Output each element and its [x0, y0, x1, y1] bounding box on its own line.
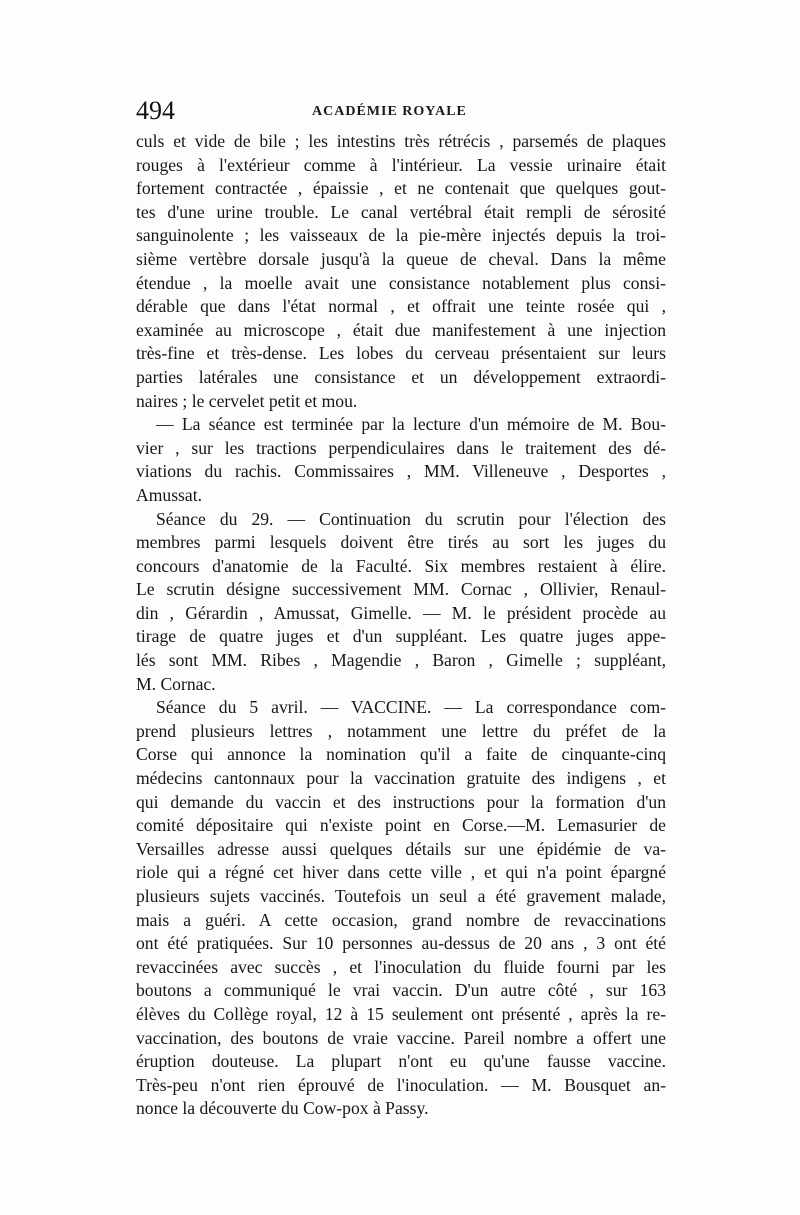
text-line: din , Gérardin , Amussat, Gimelle. — M. le président procède au: [136, 602, 666, 623]
text-line: éruption douteuse. La plupart n'ont eu qu'une fausse vaccine.: [136, 1051, 666, 1072]
text-line: lés sont MM. Ribes , Magendie , Baron , Gimelle ; suppléant,: [136, 650, 666, 671]
text-line: mais a guéri. A cette occasion, grand nombre de revaccinations: [136, 909, 666, 930]
text-line: Versailles adresse aussi quelques détails sur une épidémie de va-: [136, 838, 666, 859]
text-line: naires ; le cervelet petit et mou.: [136, 390, 358, 411]
text-line: boutons a communiqué le vrai vaccin. D'un autre côté , sur 163: [136, 980, 666, 1001]
text-line: comité dépositaire qui n'existe point en Corse.—M. Lemasurier de: [136, 815, 666, 836]
text-line: ont été pratiquées. Sur 10 personnes au-dessus de 20 ans , 3 ont été: [136, 933, 666, 954]
text-line: revaccinées avec succès , et l'inoculation du fluide fourni par les: [136, 956, 666, 977]
text-line: Corse qui annonce la nomination qu'il a faite de cinquante-cinq: [136, 744, 666, 765]
running-title: ACADÉMIE ROYALE: [312, 104, 467, 119]
text-line: examinée au microscope , était due manifestement à une injection: [136, 319, 666, 340]
text-line: nonce la découverte du Cow-pox à Passy.: [136, 1098, 429, 1119]
text-line: Amussat.: [136, 484, 202, 505]
text-line: parties latérales une consistance et un développement extraordi-: [136, 366, 666, 387]
text-line: membres parmi lesquels doivent être tirés au sort les juges du: [136, 532, 666, 553]
text-line: très-fine et très-dense. Les lobes du cerveau présentaient sur leurs: [136, 343, 666, 364]
text-line: vier , sur les tractions perpendiculaires dans le traitement des dé-: [136, 437, 666, 458]
page-header: [136, 96, 666, 126]
text-line: dérable que dans l'état normal , et offrait une teinte rosée qui ,: [136, 296, 666, 317]
text-line: élèves du Collège royal, 12 à 15 seulement ont présenté , après la re-: [136, 1003, 666, 1024]
text-line: culs et vide de bile ; les intestins très rétrécis , parsemés de plaques: [136, 131, 666, 151]
page-number: 494: [136, 96, 175, 125]
text-line: rouges à l'extérieur comme à l'intérieur. La vessie urinaire était: [136, 154, 666, 175]
text-line: Séance du 5 avril. — VACCINE. — La correspondance com-: [156, 697, 666, 718]
text-line: Séance du 29. — Continuation du scrutin pour l'élection des: [156, 508, 666, 529]
text-line: concours d'anatomie de la Faculté. Six membres restaient à élire.: [136, 555, 666, 576]
text-line: — La séance est terminée par la lecture d'un mémoire de M. Bou-: [156, 414, 666, 435]
text-line: prend plusieurs lettres , notamment une lettre du préfet de la: [136, 720, 666, 741]
text-line: Très-peu n'ont rien éprouvé de l'inoculation. — M. Bousquet an-: [136, 1074, 666, 1095]
text-line: sanguinolente ; les vaisseaux de la pie-mère injectés depuis la troi-: [136, 225, 666, 246]
page-body: [136, 130, 666, 1121]
text-line: tirage de quatre juges et d'un suppléant. Les quatre juges appe-: [136, 626, 666, 647]
text-line: médecins cantonnaux pour la vaccination gratuite des indigens , et: [136, 768, 666, 789]
text-line: riole qui a régné cet hiver dans cette ville , et qui n'a point épargné: [136, 862, 666, 883]
text-line: tes d'une urine trouble. Le canal vertébral était rempli de sérosité: [136, 201, 666, 222]
text-line: sième vertèbre dorsale jusqu'à la queue de cheval. Dans la même: [136, 248, 666, 269]
text-line: qui demande du vaccin et des instructions pour la formation d'un: [136, 791, 666, 812]
text-line: Le scrutin désigne successivement MM. Cornac , Ollivier, Renaul-: [136, 579, 666, 600]
text-line: étendue , la moelle avait une consistance notablement plus consi-: [136, 272, 666, 293]
text-line: M. Cornac.: [136, 673, 216, 694]
text-line: vaccination, des boutons de vraie vaccine. Pareil nombre a offert une: [136, 1027, 666, 1048]
text-line: fortement contractée , épaissie , et ne contenait que quelques gout-: [136, 178, 666, 199]
text-line: viations du rachis. Commissaires , MM. Villeneuve , Desportes ,: [136, 461, 666, 482]
text-line: plusieurs sujets vaccinés. Toutefois un seul a été gravement malade,: [136, 886, 666, 906]
